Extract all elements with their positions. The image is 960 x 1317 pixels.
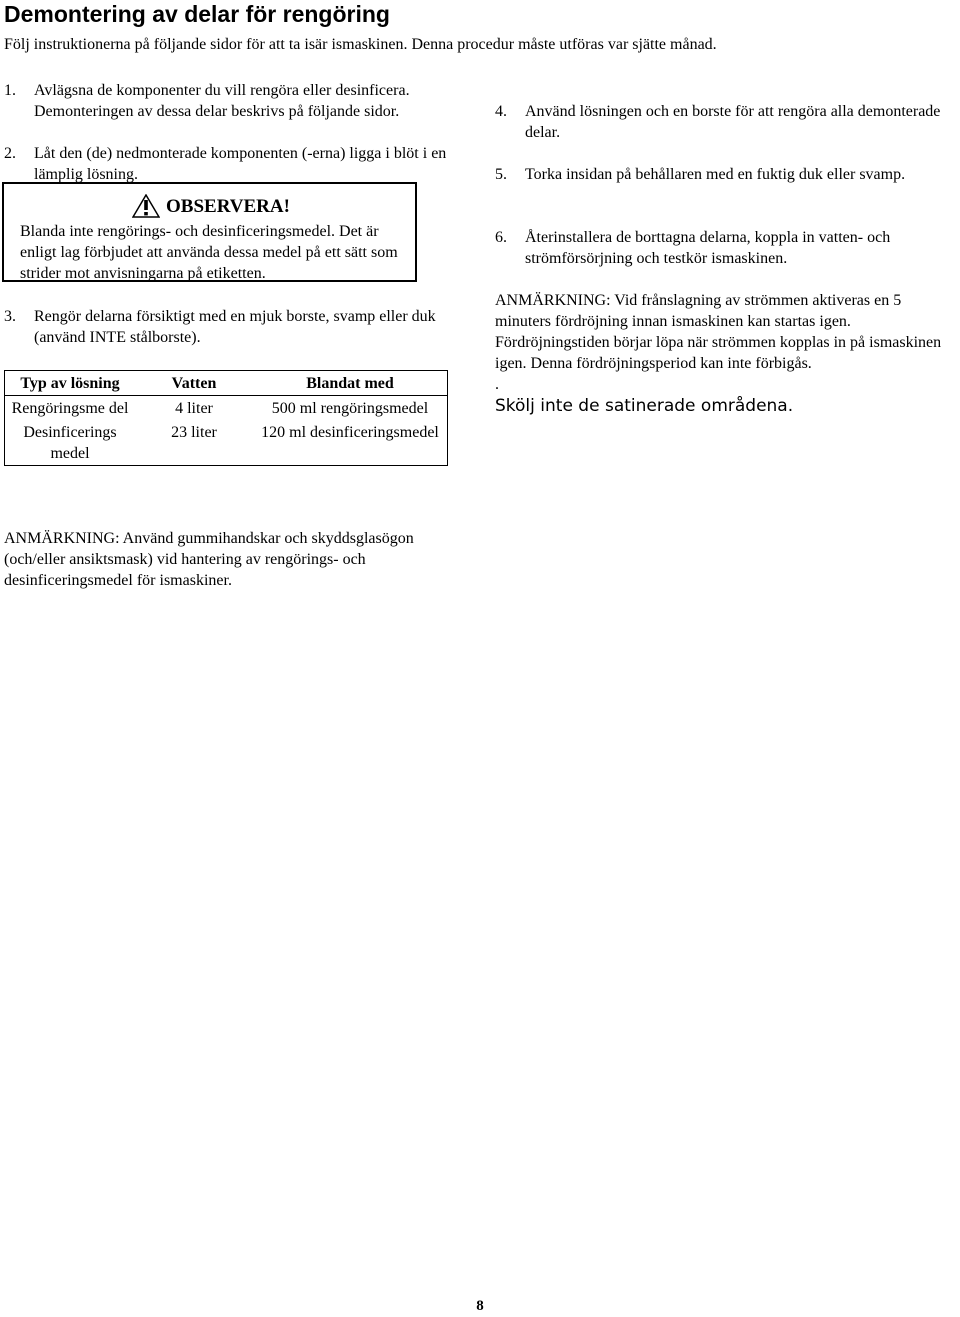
table-header-cell: Typ av lösning: [20, 375, 120, 392]
table-header-cell: Blandat med: [306, 375, 394, 392]
solution-table: [4, 370, 448, 466]
warning-heading: [132, 194, 290, 218]
step-5: [495, 164, 960, 185]
step-2: [4, 143, 464, 185]
step-text: Låt den (de) nedmonterade komponenten (-erna) ligga i blöt i en lämplig lösning.: [34, 145, 447, 183]
table-cell: 120 ml desinficeringsmedel: [261, 424, 439, 441]
table-header-cell: Vatten: [171, 375, 217, 392]
page-title: Demontering av delar för rengöring: [4, 1, 390, 27]
table-header-row: [5, 371, 448, 396]
step-text: Torka insidan på behållaren med en fuktig duk eller svamp.: [525, 166, 906, 183]
table-cell: Rengöringsme del: [11, 400, 129, 417]
warning-triangle-icon: [132, 194, 160, 218]
table-cell: Desinficerings medel: [23, 424, 117, 462]
note-gloves: ANMÄRKNING: Använd gummihandskar och skyddsglasögon (och/eller ansiktsmask) vid hantering av rengörings- och desinficeringsmedel för ismaskiner.: [4, 530, 414, 589]
note-dot: .: [495, 376, 499, 393]
step-text: Återinstallera de borttagna delarna, koppla in vatten- och strömförsörjning och testkör ismaskinen.: [525, 229, 891, 267]
step-number: 2.: [4, 145, 16, 162]
table-row: [5, 420, 448, 466]
step-number: 6.: [495, 229, 507, 246]
table-cell: 23 liter: [171, 424, 217, 441]
table-cell: 500 ml rengöringsmedel: [271, 400, 429, 417]
step-6: [495, 227, 960, 269]
note-power-delay: ANMÄRKNING: Vid frånslagning av strömmen aktiveras en 5 minuters fördröjning innan ismaskinen kan startas igen. Fördröjningstiden börjar löpa när strömmen kopplas in på ismaskinen igen. Denna fördröjningsperiod kan inte förbigås.: [495, 292, 942, 372]
warning-heading-text: OBSERVERA!: [166, 195, 290, 217]
step-text: Avlägsna de komponenter du vill rengöra eller desinficera. Demonteringen av dessa delar beskrivs på följande sidor.: [34, 82, 410, 120]
step-number: 5.: [495, 166, 507, 183]
satin-warning: Skölj inte de satinerade områdena.: [495, 396, 794, 416]
warning-box: [2, 182, 417, 282]
step-number: 3.: [4, 308, 16, 325]
step-text: Rengör delarna försiktigt med en mjuk borste, svamp eller duk (använd INTE stålborste).: [34, 308, 436, 346]
page-number: 8: [476, 1298, 484, 1314]
table-cell: 4 liter: [175, 400, 213, 417]
step-number: 1.: [4, 82, 16, 99]
intro-text: Följ instruktionerna på följande sidor för att ta isär ismaskinen. Denna procedur måste utföras var sjätte månad.: [4, 36, 717, 53]
step-4: [495, 101, 960, 143]
step-text: Använd lösningen och en borste för att rengöra alla demonterade delar.: [525, 103, 941, 141]
table-row: [5, 396, 448, 421]
step-3: [4, 306, 464, 348]
warning-body: Blanda inte rengörings- och desinficeringsmedel. Det är enligt lag förbjudet att använda dessa medel på ett sätt som strider mot anvisningarna på etiketten.: [20, 223, 398, 282]
step-1: [4, 80, 474, 122]
step-number: 4.: [495, 103, 507, 120]
